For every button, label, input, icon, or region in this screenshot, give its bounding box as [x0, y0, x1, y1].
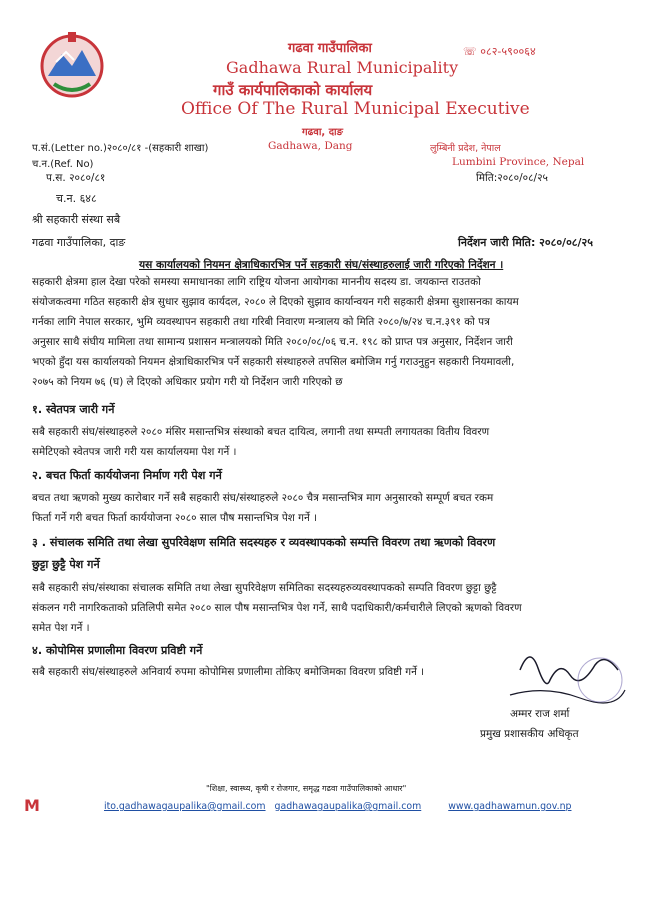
letter-date: मिति:२०८०/०८/२५ [476, 172, 548, 184]
signatory-name: अम्मर राज शर्मा [510, 708, 570, 720]
phone-icon: ☏ [463, 45, 477, 58]
section-3-heading-cont: छुट्टा छुट्टै पेश गर्ने [32, 558, 100, 571]
intro-line: भएको हुँदा यस कार्यालयको नियमन क्षेत्राधिकारभित्र पर्ने सहकारी संस्थाहरुले तपसिल बमोजिम गर्नु गराउनुहुन सहकारी नियमावली, [32, 356, 515, 368]
section-4-heading: ४. कोपोमिस प्रणालीमा विवरण प्रविष्टी गर्ने [32, 644, 203, 657]
place-np: गढवा, दाङ [302, 127, 343, 138]
recipient-line-1: श्री सहकारी संस्था सबै [32, 213, 121, 226]
recipient-line-2: गढवा गाउँपालिका, दाङ [32, 236, 126, 249]
letter-number: प.सं.(Letter no.)२०८०/८१ -(सहकारी शाखा) [32, 143, 209, 154]
office-name-en: Office Of The Rural Municipal Executive [181, 99, 530, 119]
cn-number: च.न. ६४८ [56, 192, 97, 205]
office-name-np: गाउँ कार्यपालिकाको कार्यालय [213, 81, 373, 99]
municipality-name-np: गढवा गाउँपालिका [288, 41, 372, 56]
website-link[interactable]: www.gadhawamun.gov.np [448, 801, 572, 812]
signature-icon [500, 640, 630, 710]
section-line: फिर्ता गर्ने गरी बचत फिर्ता कार्ययोजना २०८० साल पौष मसान्तभित्र पेश गर्ने । [32, 512, 317, 524]
email-link-2[interactable]: gadhawagaupalika@gmail.com [274, 801, 422, 812]
section-3-body [32, 578, 522, 638]
phone-number: ☏ ०८२-५९००६४ [463, 45, 536, 58]
subject-line: यस कार्यालयको नियमन क्षेत्राधिकारभित्र पर्ने सहकारी संघ/संस्थाहरुलाई जारी गरिएको निर्देशन । [139, 259, 504, 271]
issue-date: निर्देशन जारी मिति: २०८०/०८/२५ [458, 236, 593, 249]
section-line: सबै सहकारी संघ/संस्थाहरुले २०८० मंसिर मसान्तभित्र संस्थाको बचत दायित्व, लगानी तथा सम्पती लगायतका वितीय विवरण [32, 426, 490, 438]
signatory-title: प्रमुख प्रशासकीय अधिकृत [480, 728, 579, 740]
section-line: संकलन गरी नागरिकताको प्रतिलिपी समेत २०८० साल पौष मसान्तभित्र पेश गर्ने, साथै पदाधिकारी/कर्मचारीले लिएको ऋणको विवरण [32, 602, 522, 614]
footer-contacts [104, 801, 571, 812]
section-2-body [32, 488, 493, 528]
ps-number: प.स. २०८०/८१ [46, 172, 106, 184]
footer-motto: "शिक्षा, स्वास्थ्य, कृषी र रोजगार, समृद्ध गढवा गाउँपालिकाको आधार" [206, 784, 407, 793]
municipality-name-en: Gadhawa Rural Municipality [226, 58, 459, 77]
place-en: Gadhawa, Dang [268, 140, 353, 152]
section-line: सबै सहकारी संघ/संस्थाहरुले अनिवार्य रुपमा कोपोमिस प्रणालीमा तोकिए बमोजिमका विवरण प्रविष्टी गर्ने । [32, 666, 425, 678]
section-1-heading: १. स्वेतपत्र जारी गर्ने [32, 403, 115, 416]
section-line: बचत तथा ऋणको मुख्य कारोबार गर्ने सबै सहकारी संघ/संस्थाहरुले २०८० चैत्र मसान्तभित्र माग अनुसारको सम्पूर्ण बचत रकम [32, 492, 494, 504]
gmail-icon: M [24, 796, 40, 815]
intro-line: २०७५ को नियम ७६ (घ) ले दिएको अधिकार प्रयोग गरी यो निर्देशन जारी गरिएको छ [32, 376, 343, 388]
email-link-1[interactable]: ito.gadhawagaupalika@gmail.com [104, 801, 266, 812]
section-line: समेत पेश गर्ने । [32, 622, 90, 634]
intro-line: गर्नका लागि नेपाल सरकार, भुमि व्यवस्थापन सहकारी तथा गरिबी निवारण मन्त्रालय को मिति २०८०/७/२४ च.न.३९१ को पत्र [32, 316, 490, 328]
section-2-heading: २. बचत फिर्ता कार्ययोजना निर्माण गरी पेश गर्ने [32, 469, 222, 482]
section-4-body [32, 662, 424, 682]
nepal-emblem-icon [32, 24, 112, 104]
intro-line: सहकारी क्षेत्रमा हाल देखा परेको समस्या समाधानका लागि राष्ट्रिय योजना आयोगका माननीय सदस्य डा. जयकान्त राउतको [32, 276, 481, 288]
intro-line: अनुसार साथै संघीय मामिला तथा सामान्य प्रशासन मन्त्रालयको मिति २०८०/०८/०६ च.न. १९८ को प्राप्त पत्र अनुसार, निर्देशन जारी [32, 336, 513, 348]
ref-number-label: च.न.(Ref. No) [32, 159, 94, 170]
province-np: लुम्बिनी प्रदेश, नेपाल [430, 143, 501, 154]
section-3-heading: ३ . संचालक समिति तथा लेखा सुपरिवेक्षण समिति सदस्यहरु र व्यवस्थापकको सम्पत्ति विवरण तथा ऋणको विवरण [32, 536, 496, 549]
intro-line: संयोजकत्वमा गठित सहकारी क्षेत्र सुधार सुझाव कार्यदल, २०८० ले दिएको सुझाव कार्यान्वयन गरी सहकारी क्षेत्रमा सुशासनका कायम [32, 296, 519, 308]
province-en: Lumbini Province, Nepal [452, 156, 585, 168]
section-1-body [32, 422, 489, 462]
intro-paragraph [32, 272, 519, 392]
section-line: सबै सहकारी संघ/संस्थाका संचालक समिति तथा लेखा सुपरिवेक्षण समितिका सदस्यहरुव्यवस्थापकको सम्पति विवरण छुट्टा छुट्टै [32, 582, 497, 594]
section-line: समेटिएको स्वेतपत्र जारी गरी यस कार्यालयमा पेश गर्ने । [32, 446, 237, 458]
